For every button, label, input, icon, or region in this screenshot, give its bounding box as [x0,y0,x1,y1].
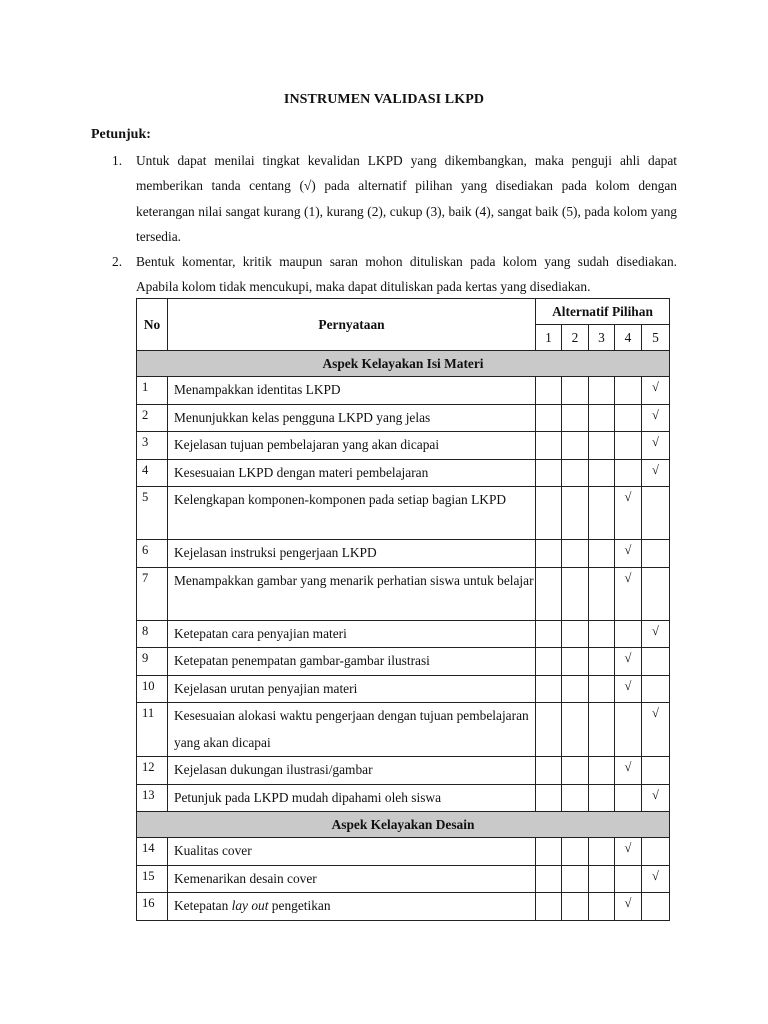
table-row [137,540,670,568]
score-cell-2[interactable] [562,487,589,540]
row-statement: Menunjukkan kelas pengguna LKPD yang jelas [168,404,536,432]
row-statement: Kesesuaian LKPD dengan materi pembelajaran [168,459,536,487]
score-cell-2[interactable] [562,784,589,812]
table-row [137,404,670,432]
header-no: No [137,299,168,351]
row-number: 2 [137,404,168,432]
score-cell-3[interactable] [589,893,615,921]
score-cell-5[interactable] [642,703,670,757]
score-cell-2[interactable] [562,838,589,866]
score-cell-5[interactable] [642,757,670,785]
score-cell-2[interactable] [562,703,589,757]
row-statement: Menampakkan identitas LKPD [168,377,536,405]
score-cell-5[interactable] [642,459,670,487]
section-title: Aspek Kelayakan Desain [137,812,670,838]
score-cell-2[interactable] [562,459,589,487]
score-cell-1[interactable] [536,865,562,893]
score-cell-5[interactable] [642,432,670,460]
instructions-list [91,148,677,300]
score-cell-2[interactable] [562,757,589,785]
score-cell-1[interactable] [536,540,562,568]
table-row [137,487,670,540]
table-row [137,784,670,812]
score-cell-4[interactable] [615,893,642,921]
score-cell-3[interactable] [589,487,615,540]
row-number: 5 [137,487,168,540]
row-number: 6 [137,540,168,568]
score-cell-1[interactable] [536,404,562,432]
header-alternatif-pilihan: Alternatif Pilihan [536,299,670,325]
table-row [137,459,670,487]
score-cell-3[interactable] [589,784,615,812]
table-row [137,377,670,405]
score-cell-4[interactable] [615,487,642,540]
score-cell-2[interactable] [562,648,589,676]
row-number: 9 [137,648,168,676]
score-cell-3[interactable] [589,377,615,405]
score-cell-5[interactable] [642,893,670,921]
score-cell-5[interactable] [642,487,670,540]
row-number: 14 [137,838,168,866]
score-cell-2[interactable] [562,540,589,568]
score-cell-4[interactable] [615,567,642,620]
row-number: 3 [137,432,168,460]
row-statement: Kualitas cover [168,838,536,866]
check-mark-icon: √ [624,543,632,557]
row-statement: Petunjuk pada LKPD mudah dipahami oleh siswa [168,784,536,812]
row-number: 13 [137,784,168,812]
instruction-text: Bentuk komentar, kritik maupun saran mohon dituliskan pada kolom yang sudah disediakan. Apabila kolom tidak mencukupi, maka dapat dituliskan pada kertas yang disediakan. [136,254,677,295]
check-mark-icon: √ [624,490,632,504]
score-cell-3[interactable] [589,757,615,785]
score-cell-4[interactable] [615,377,642,405]
row-statement: Kejelasan tujuan pembelajaran yang akan dicapai [168,432,536,460]
header-option-1: 1 [536,325,562,351]
score-cell-3[interactable] [589,567,615,620]
score-cell-5[interactable] [642,784,670,812]
instruction-item [91,249,677,300]
score-cell-4[interactable] [615,540,642,568]
score-cell-4[interactable] [615,784,642,812]
section-title: Aspek Kelayakan Isi Materi [137,351,670,377]
header-option-5: 5 [642,325,670,351]
score-cell-5[interactable] [642,648,670,676]
row-number: 7 [137,567,168,620]
score-cell-4[interactable] [615,838,642,866]
check-mark-icon: √ [652,787,659,802]
score-cell-2[interactable] [562,567,589,620]
check-mark-icon: √ [624,678,632,693]
score-cell-3[interactable] [589,540,615,568]
score-cell-4[interactable] [615,675,642,703]
table-row [137,432,670,460]
section-row [137,812,670,838]
statement-text: Ketepatan [174,898,232,913]
score-cell-5[interactable] [642,620,670,648]
header-pernyataan: Pernyataan [168,299,536,351]
table-body [137,351,670,921]
score-cell-2[interactable] [562,865,589,893]
row-number: 16 [137,893,168,921]
check-mark-icon: √ [652,435,659,449]
score-cell-3[interactable] [589,838,615,866]
row-statement [168,893,536,921]
table-row [137,567,670,620]
table-row [137,648,670,676]
score-cell-5[interactable] [642,838,670,866]
table-row [137,620,670,648]
score-cell-2[interactable] [562,404,589,432]
section-row [137,351,670,377]
score-cell-2[interactable] [562,620,589,648]
score-cell-2[interactable] [562,675,589,703]
score-cell-5[interactable] [642,865,670,893]
row-statement: Kejelasan dukungan ilustrasi/gambar [168,757,536,785]
score-cell-1[interactable] [536,675,562,703]
row-number: 15 [137,865,168,893]
score-cell-4[interactable] [615,432,642,460]
score-cell-4[interactable] [615,404,642,432]
check-mark-icon: √ [624,841,632,855]
score-cell-4[interactable] [615,459,642,487]
row-number: 4 [137,459,168,487]
score-cell-3[interactable] [589,675,615,703]
row-statement: Kejelasan urutan penyajian materi [168,675,536,703]
instruction-item [91,148,677,249]
check-mark-icon: √ [624,760,632,774]
table-row [137,893,670,921]
row-statement: Kesesuaian alokasi waktu pengerjaan dengan tujuan pembelajaran yang akan dicapai [168,703,536,757]
statement-text: pengetikan [268,898,331,913]
score-cell-1[interactable] [536,648,562,676]
check-mark-icon: √ [652,706,659,720]
check-mark-icon: √ [652,462,659,477]
score-cell-1[interactable] [536,377,562,405]
score-cell-4[interactable] [615,620,642,648]
score-cell-4[interactable] [615,757,642,785]
score-cell-3[interactable] [589,703,615,757]
instruction-text: Untuk dapat menilai tingkat kevalidan LKPD yang dikembangkan, maka penguji ahli dapat memberikan tanda centang (√) pada alternatif pilihan yang disediakan pada kolom dengan keterangan nilai sangat kurang (1), kurang (2), cukup (3), baik (4), sangat baik (5), pada kolom yang tersedia. [136,153,677,244]
score-cell-4[interactable] [615,865,642,893]
score-cell-4[interactable] [615,648,642,676]
score-cell-5[interactable] [642,567,670,620]
score-cell-5[interactable] [642,377,670,405]
check-mark-icon: √ [624,570,632,585]
score-cell-5[interactable] [642,404,670,432]
check-mark-icon: √ [652,407,659,422]
row-number: 8 [137,620,168,648]
score-cell-2[interactable] [562,432,589,460]
row-number: 11 [137,703,168,757]
instructions-label: Petunjuk: [91,127,151,142]
header-option-4: 4 [615,325,642,351]
score-cell-1[interactable] [536,487,562,540]
document-title: INSTRUMEN VALIDASI LKPD [283,92,485,107]
score-cell-3[interactable] [589,404,615,432]
score-cell-4[interactable] [615,703,642,757]
score-cell-1[interactable] [536,567,562,620]
score-cell-3[interactable] [589,865,615,893]
row-number: 10 [137,675,168,703]
score-cell-5[interactable] [642,675,670,703]
score-cell-3[interactable] [589,432,615,460]
header-option-2: 2 [562,325,589,351]
header-option-3: 3 [589,325,615,351]
score-cell-1[interactable] [536,893,562,921]
score-cell-1[interactable] [536,838,562,866]
score-cell-1[interactable] [536,784,562,812]
table-row [137,865,670,893]
table-row [137,703,670,757]
validation-table [136,298,670,921]
statement-italic-text: lay out [231,898,269,913]
score-cell-1[interactable] [536,757,562,785]
row-statement: Ketepatan penempatan gambar-gambar ilustrasi [168,648,536,676]
row-statement: Kelengkapan komponen-komponen pada setiap bagian LKPD [168,487,536,540]
score-cell-2[interactable] [562,893,589,921]
check-mark-icon: √ [652,380,659,394]
score-cell-1[interactable] [536,620,562,648]
row-statement: Ketepatan cara penyajian materi [168,620,536,648]
table-row [137,675,670,703]
instruction-number: 2. [112,254,123,270]
table-row [137,757,670,785]
instruction-number: 1. [112,153,123,168]
row-number: 1 [137,377,168,405]
table-row [137,838,670,866]
row-statement: Kemenarikan desain cover [168,865,536,893]
check-mark-icon: √ [624,896,632,910]
row-statement: Menampakkan gambar yang menarik perhatian siswa untuk belajar [168,567,536,620]
score-cell-3[interactable] [589,620,615,648]
score-cell-2[interactable] [562,377,589,405]
score-cell-1[interactable] [536,703,562,757]
score-cell-5[interactable] [642,540,670,568]
check-mark-icon: √ [624,651,632,665]
score-cell-1[interactable] [536,432,562,460]
score-cell-1[interactable] [536,459,562,487]
score-cell-3[interactable] [589,648,615,676]
row-statement: Kejelasan instruksi pengerjaan LKPD [168,540,536,568]
score-cell-3[interactable] [589,459,615,487]
check-mark-icon: √ [652,623,659,638]
row-number: 12 [137,757,168,785]
check-mark-icon: √ [652,868,659,883]
